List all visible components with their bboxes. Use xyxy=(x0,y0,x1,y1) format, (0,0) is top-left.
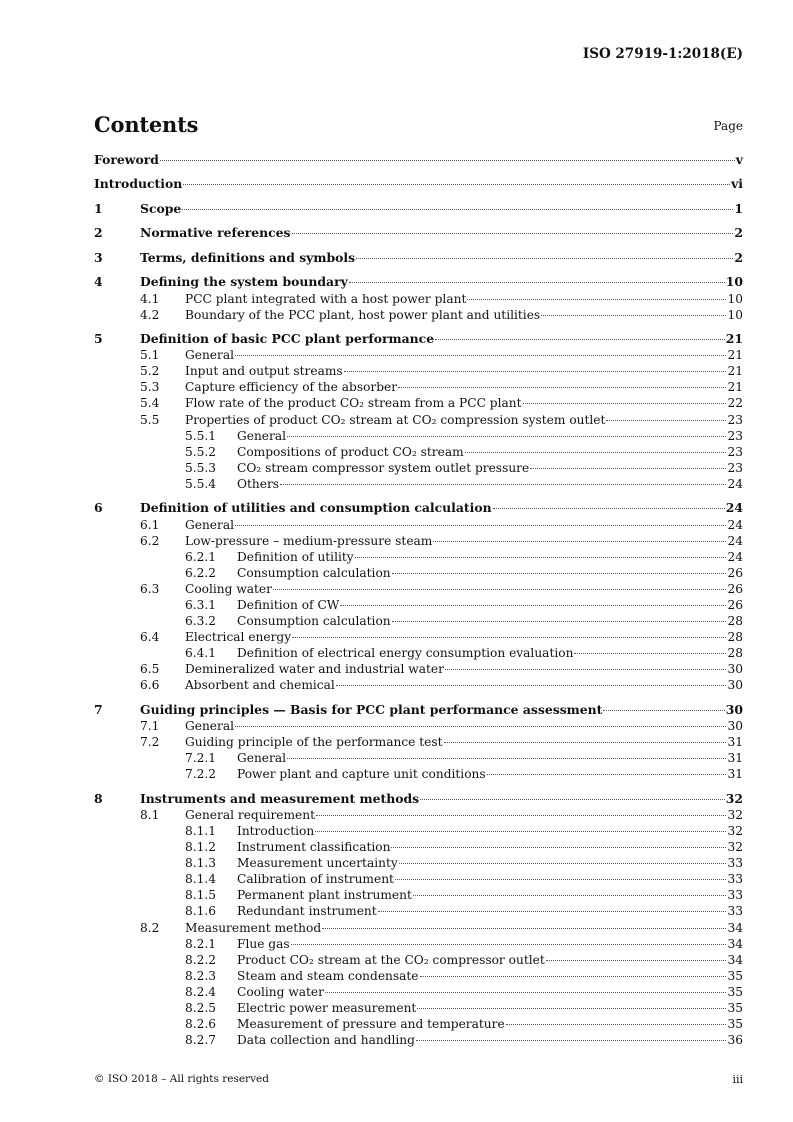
toc-entry[interactable] xyxy=(94,274,743,290)
toc-entry[interactable] xyxy=(94,952,743,968)
standard-number: ISO 27919-1:2018(E) xyxy=(582,46,743,62)
toc-entry-title: Definition of utility xyxy=(237,549,354,564)
toc-entry-page: 30 xyxy=(727,719,743,734)
toc-entry-page: 24 xyxy=(727,533,743,548)
toc-entry-page: 26 xyxy=(727,565,743,580)
toc-entry-title: Definition of CW xyxy=(237,597,340,612)
toc-entry-title: Terms, definitions and symbols xyxy=(140,249,356,265)
toc-entry-title: Instruments and measurement methods xyxy=(140,790,420,806)
toc-entry-number: 7.1 xyxy=(140,719,160,734)
toc-entry-title: Calibration of instrument xyxy=(237,872,394,887)
toc-leader-dots xyxy=(391,847,726,848)
toc-entry[interactable] xyxy=(94,201,743,217)
toc-entry[interactable] xyxy=(94,291,743,307)
toc-entry-page: 23 xyxy=(727,428,743,443)
toc-entry-page: 30 xyxy=(725,701,743,717)
toc-entry[interactable] xyxy=(94,903,743,919)
toc-entry-number: 5.4 xyxy=(140,396,160,411)
toc-leader-dots xyxy=(183,184,730,185)
toc-entry-number: 6.2.1 xyxy=(185,549,217,564)
toc-entry-title: PCC plant integrated with a host power plant xyxy=(185,291,467,306)
toc-leader-dots xyxy=(546,960,727,961)
toc-leader-dots xyxy=(287,758,726,759)
toc-entry-number: 6.3.1 xyxy=(185,597,217,612)
toc-entry-title: Defining the system boundary xyxy=(140,274,348,290)
toc-entry-page: 33 xyxy=(727,904,743,919)
toc-entry-title: General xyxy=(237,428,286,443)
toc-entry[interactable] xyxy=(94,444,743,460)
toc-leader-dots xyxy=(445,669,727,670)
toc-entry-page: vi xyxy=(731,176,743,192)
toc-entry-page: 10 xyxy=(727,307,743,322)
toc-entry[interactable] xyxy=(94,887,743,903)
toc-entry-title: Measurement method xyxy=(185,920,322,935)
toc-entry[interactable] xyxy=(94,307,743,323)
toc-entry-page: 32 xyxy=(727,807,743,822)
toc-leader-dots xyxy=(420,799,725,800)
toc-entry-page: 21 xyxy=(727,380,743,395)
toc-leader-dots xyxy=(235,726,726,727)
toc-entry-title: General xyxy=(185,517,234,532)
toc-leader-dots xyxy=(399,863,727,864)
toc-entry[interactable] xyxy=(94,1016,743,1032)
toc-leader-dots xyxy=(291,944,727,945)
toc-entry-page: 35 xyxy=(727,968,743,983)
toc-entry[interactable] xyxy=(94,476,743,492)
toc-leader-dots xyxy=(417,1008,726,1009)
toc-leader-dots xyxy=(378,911,727,912)
toc-leader-dots xyxy=(235,525,726,526)
toc-entry[interactable] xyxy=(94,250,743,266)
toc-leader-dots xyxy=(182,209,733,210)
footer-page-number: iii xyxy=(732,1073,743,1086)
toc-entry[interactable] xyxy=(94,661,743,677)
toc-entry-page: 31 xyxy=(727,751,743,766)
toc-leader-dots xyxy=(287,436,726,437)
toc-entry-title: Electric power measurement xyxy=(237,1001,417,1016)
toc-leader-dots xyxy=(235,355,726,356)
toc-entry-title: Absorbent and chemical xyxy=(185,678,335,693)
toc-leader-dots xyxy=(355,557,727,558)
toc-entry[interactable] xyxy=(94,645,743,661)
toc-entry-page: 24 xyxy=(727,476,743,491)
toc-entry-number: 6.3.2 xyxy=(185,614,217,629)
toc-entry-title: General xyxy=(185,719,234,734)
toc-leader-dots xyxy=(392,621,727,622)
toc-entry-title: Demineralized water and industrial water xyxy=(185,662,444,677)
toc-entry-title: Measurement uncertainty xyxy=(237,856,398,871)
toc-entry[interactable] xyxy=(94,984,743,1000)
toc-entry-number: 8 xyxy=(94,790,103,806)
toc-entry[interactable] xyxy=(94,750,743,766)
toc-entry-page: 35 xyxy=(727,1017,743,1032)
toc-entry-number: 5.5 xyxy=(140,412,160,427)
toc-entry[interactable] xyxy=(94,581,743,597)
toc-leader-dots xyxy=(487,774,727,775)
toc-entry-page: 28 xyxy=(727,614,743,629)
toc-entry-number: 6.5 xyxy=(140,662,160,677)
toc-entry[interactable] xyxy=(94,936,743,952)
toc-entry[interactable] xyxy=(94,152,743,168)
toc-entry-title: CO₂ stream compressor system outlet pressure xyxy=(237,460,530,475)
toc-entry[interactable] xyxy=(94,412,743,428)
toc-entry-page: 32 xyxy=(725,790,743,806)
toc-entry-title: Definition of electrical energy consumption evaluation xyxy=(237,646,574,661)
toc-entry[interactable] xyxy=(94,920,743,936)
toc-entry-number: 8.1 xyxy=(140,807,160,822)
toc-entry-page: 35 xyxy=(727,1001,743,1016)
toc-entry-page: 24 xyxy=(727,517,743,532)
toc-entry-page: 2 xyxy=(734,225,743,241)
toc-entry-page: 23 xyxy=(727,460,743,475)
toc-leader-dots xyxy=(344,371,727,372)
toc-leader-dots xyxy=(392,573,727,574)
toc-entry-title: Steam and steam condensate xyxy=(237,968,419,983)
toc-entry[interactable] xyxy=(94,734,743,750)
toc-entry-page: 34 xyxy=(727,920,743,935)
toc-leader-dots xyxy=(416,1040,727,1041)
toc-entry-page: 31 xyxy=(727,735,743,750)
toc-leader-dots xyxy=(541,315,726,316)
toc-entry[interactable] xyxy=(94,565,743,581)
toc-entry-title: General xyxy=(237,751,286,766)
toc-entry-number: 5.5.1 xyxy=(185,428,217,443)
toc-entry[interactable] xyxy=(94,549,743,565)
toc-entry-number: 8.1.5 xyxy=(185,888,217,903)
toc-entry-title: General xyxy=(185,348,234,363)
toc-leader-dots xyxy=(315,831,726,832)
toc-entry[interactable] xyxy=(94,613,743,629)
toc-leader-dots xyxy=(506,1024,727,1025)
toc-entry[interactable] xyxy=(94,766,743,782)
toc-leader-dots xyxy=(523,403,727,404)
toc-entry-title: Flow rate of the product CO₂ stream from a PCC plant xyxy=(185,396,522,411)
toc-leader-dots xyxy=(444,742,727,743)
toc-entry-title: Scope xyxy=(140,200,182,216)
toc-entry[interactable] xyxy=(94,428,743,444)
toc-entry-page: 32 xyxy=(727,840,743,855)
toc-leader-dots xyxy=(603,710,724,711)
toc-entry-number: 8.2.7 xyxy=(185,1033,217,1048)
toc-entry[interactable] xyxy=(94,517,743,533)
toc-entry-number: 5 xyxy=(94,331,103,347)
toc-leader-dots xyxy=(530,468,726,469)
toc-entry-number: 8.2.3 xyxy=(185,968,217,983)
toc-entry-number: 5.3 xyxy=(140,380,160,395)
toc-leader-dots xyxy=(322,928,726,929)
toc-entry-number: 8.2 xyxy=(140,920,160,935)
toc-entry-title: Definition of basic PCC plant performance xyxy=(140,331,435,347)
toc-entry-page: 26 xyxy=(727,581,743,596)
toc-entry-page: 36 xyxy=(727,1033,743,1048)
toc-entry-page: 22 xyxy=(727,396,743,411)
toc-entry[interactable] xyxy=(94,1032,743,1048)
toc-entry-page: 23 xyxy=(727,412,743,427)
toc-entry-number: 6.1 xyxy=(140,517,160,532)
toc-entry-number: 4.1 xyxy=(140,291,160,306)
toc-entry-title: Compositions of product CO₂ stream xyxy=(237,444,464,459)
toc-entry-title: Product CO₂ stream at the CO₂ compressor outlet xyxy=(237,952,545,967)
toc-entry-title: Input and output streams xyxy=(185,364,343,379)
toc-entry-page: 21 xyxy=(727,364,743,379)
toc-entry-title: General requirement xyxy=(185,807,316,822)
toc-entry[interactable] xyxy=(94,791,743,807)
toc-entry-page: 1 xyxy=(734,200,743,216)
toc-entry[interactable] xyxy=(94,533,743,549)
toc-entry-page: 21 xyxy=(725,331,743,347)
toc-entry-page: 35 xyxy=(727,984,743,999)
toc-leader-dots xyxy=(435,339,725,340)
toc-entry-page: 30 xyxy=(727,678,743,693)
toc-entry-number: 7.2 xyxy=(140,735,160,750)
toc-entry-title: Consumption calculation xyxy=(237,614,391,629)
toc-entry-number: 8.2.4 xyxy=(185,984,217,999)
toc-entry-page: 32 xyxy=(727,823,743,838)
toc-entry[interactable] xyxy=(94,347,743,363)
toc-entry-title: Guiding principle of the performance test xyxy=(185,735,443,750)
toc-entry[interactable] xyxy=(94,176,743,192)
toc-leader-dots xyxy=(292,637,726,638)
toc-entry[interactable] xyxy=(94,379,743,395)
toc-entry-title: Foreword xyxy=(94,152,159,167)
toc-entry[interactable] xyxy=(94,702,743,718)
toc-entry-number: 3 xyxy=(94,249,103,265)
toc-entry-number: 7 xyxy=(94,701,103,717)
toc-leader-dots xyxy=(574,653,726,654)
toc-entry-title: Low-pressure – medium-pressure steam xyxy=(185,533,433,548)
table-of-contents xyxy=(94,152,743,1048)
toc-entry-page: 10 xyxy=(725,274,743,290)
toc-entry-number: 8.1.2 xyxy=(185,840,217,855)
toc-entry-number: 8.1.3 xyxy=(185,856,217,871)
toc-entry[interactable] xyxy=(94,677,743,693)
toc-entry[interactable] xyxy=(94,823,743,839)
toc-entry-title: Consumption calculation xyxy=(237,565,391,580)
toc-leader-dots xyxy=(356,258,733,259)
toc-entry[interactable] xyxy=(94,395,743,411)
toc-leader-dots xyxy=(413,895,727,896)
toc-entry-number: 5.1 xyxy=(140,348,160,363)
toc-entry-number: 5.5.4 xyxy=(185,476,217,491)
toc-entry-number: 5.5.3 xyxy=(185,460,217,475)
toc-entry[interactable] xyxy=(94,968,743,984)
toc-entry-number: 8.1.4 xyxy=(185,872,217,887)
toc-entry-title: Electrical energy xyxy=(185,630,292,645)
toc-entry-page: 10 xyxy=(727,291,743,306)
toc-entry-page: 24 xyxy=(727,549,743,564)
toc-entry-number: 8.2.6 xyxy=(185,1017,217,1032)
toc-entry[interactable] xyxy=(94,225,743,241)
toc-entry-number: 8.1.6 xyxy=(185,904,217,919)
toc-entry-number: 6.2 xyxy=(140,533,160,548)
toc-entry-title: Flue gas xyxy=(237,936,290,951)
toc-entry-number: 7.2.2 xyxy=(185,767,217,782)
toc-entry-number: 4 xyxy=(94,274,103,290)
toc-entry-number: 7.2.1 xyxy=(185,751,217,766)
toc-leader-dots xyxy=(398,387,726,388)
toc-entry[interactable] xyxy=(94,839,743,855)
page-column-label: Page xyxy=(713,119,743,133)
toc-entry-title: Normative references xyxy=(140,225,291,241)
toc-entry-page: 28 xyxy=(727,646,743,661)
toc-entry-title: Instrument classification xyxy=(237,840,391,855)
toc-entry-number: 2 xyxy=(94,225,103,241)
copyright-notice: © ISO 2018 – All rights reserved xyxy=(94,1073,269,1085)
toc-entry-number: 1 xyxy=(94,200,103,216)
toc-entry-number: 8.2.1 xyxy=(185,936,217,951)
toc-entry-page: 26 xyxy=(727,597,743,612)
toc-leader-dots xyxy=(420,976,727,977)
toc-leader-dots xyxy=(606,420,726,421)
toc-leader-dots xyxy=(467,299,726,300)
toc-leader-dots xyxy=(280,484,726,485)
toc-entry-number: 8.2.2 xyxy=(185,952,217,967)
toc-entry[interactable] xyxy=(94,855,743,871)
toc-entry-title: Permanent plant instrument xyxy=(237,888,412,903)
toc-leader-dots xyxy=(292,233,734,234)
toc-entry-number: 6 xyxy=(94,500,103,516)
toc-entry-page: 33 xyxy=(727,856,743,871)
toc-entry-page: 23 xyxy=(727,444,743,459)
toc-entry-title: Data collection and handling xyxy=(237,1033,415,1048)
toc-entry-number: 5.5.2 xyxy=(185,444,217,459)
toc-entry[interactable] xyxy=(94,331,743,347)
toc-entry-number: 6.4 xyxy=(140,630,160,645)
toc-leader-dots xyxy=(465,452,727,453)
toc-entry-title: Redundant instrument xyxy=(237,904,377,919)
toc-entry[interactable] xyxy=(94,871,743,887)
toc-entry[interactable] xyxy=(94,500,743,516)
toc-entry[interactable] xyxy=(94,460,743,476)
toc-entry-title: Cooling water xyxy=(185,581,272,596)
toc-entry-page: 34 xyxy=(727,952,743,967)
toc-entry[interactable] xyxy=(94,718,743,734)
toc-entry[interactable] xyxy=(94,807,743,823)
toc-entry[interactable] xyxy=(94,629,743,645)
toc-entry-number: 6.6 xyxy=(140,678,160,693)
toc-entry-number: 8.2.5 xyxy=(185,1001,217,1016)
toc-entry-title: Cooling water xyxy=(237,984,324,999)
toc-leader-dots xyxy=(493,508,725,509)
toc-entry-page: 2 xyxy=(734,249,743,265)
toc-entry[interactable] xyxy=(94,1000,743,1016)
toc-entry-number: 5.2 xyxy=(140,364,160,379)
toc-leader-dots xyxy=(340,605,726,606)
toc-entry-page: 24 xyxy=(725,500,743,516)
toc-entry-title: Definition of utilities and consumption calculation xyxy=(140,500,492,516)
toc-leader-dots xyxy=(325,992,727,993)
toc-entry-title: Others xyxy=(237,476,280,491)
toc-entry[interactable] xyxy=(94,597,743,613)
toc-leader-dots xyxy=(336,685,727,686)
toc-entry-number: 4.2 xyxy=(140,307,160,322)
toc-entry-page: 33 xyxy=(727,872,743,887)
toc-entry-number: 6.3 xyxy=(140,581,160,596)
toc-entry-number: 6.4.1 xyxy=(185,646,217,661)
toc-leader-dots xyxy=(433,541,726,542)
toc-entry-page: 30 xyxy=(727,662,743,677)
toc-entry-page: 31 xyxy=(727,767,743,782)
toc-leader-dots xyxy=(349,282,725,283)
toc-entry-title: Capture efficiency of the absorber xyxy=(185,380,398,395)
toc-entry-page: v xyxy=(735,152,743,167)
toc-entry-number: 8.1.1 xyxy=(185,823,217,838)
toc-entry-title: Introduction xyxy=(94,176,183,192)
toc-leader-dots xyxy=(273,589,727,590)
toc-entry-number: 6.2.2 xyxy=(185,565,217,580)
toc-entry-page: 28 xyxy=(727,630,743,645)
toc-entry-title: Measurement of pressure and temperature xyxy=(237,1017,505,1032)
toc-entry-page: 34 xyxy=(727,936,743,951)
toc-entry-page: 21 xyxy=(727,348,743,363)
toc-entry[interactable] xyxy=(94,363,743,379)
toc-entry-title: Properties of product CO₂ stream at CO₂ compression system outlet xyxy=(185,412,606,427)
toc-entry-title: Power plant and capture unit conditions xyxy=(237,767,486,782)
toc-entry-title: Introduction xyxy=(237,823,315,838)
toc-entry-title: Guiding principles — Basis for PCC plant performance assessment xyxy=(140,701,603,717)
page-title: Contents xyxy=(94,112,199,137)
toc-leader-dots xyxy=(395,879,727,880)
toc-leader-dots xyxy=(316,815,726,816)
toc-entry-title: Boundary of the PCC plant, host power plant and utilities xyxy=(185,307,541,322)
toc-entry-page: 33 xyxy=(727,888,743,903)
toc-leader-dots xyxy=(160,160,735,161)
